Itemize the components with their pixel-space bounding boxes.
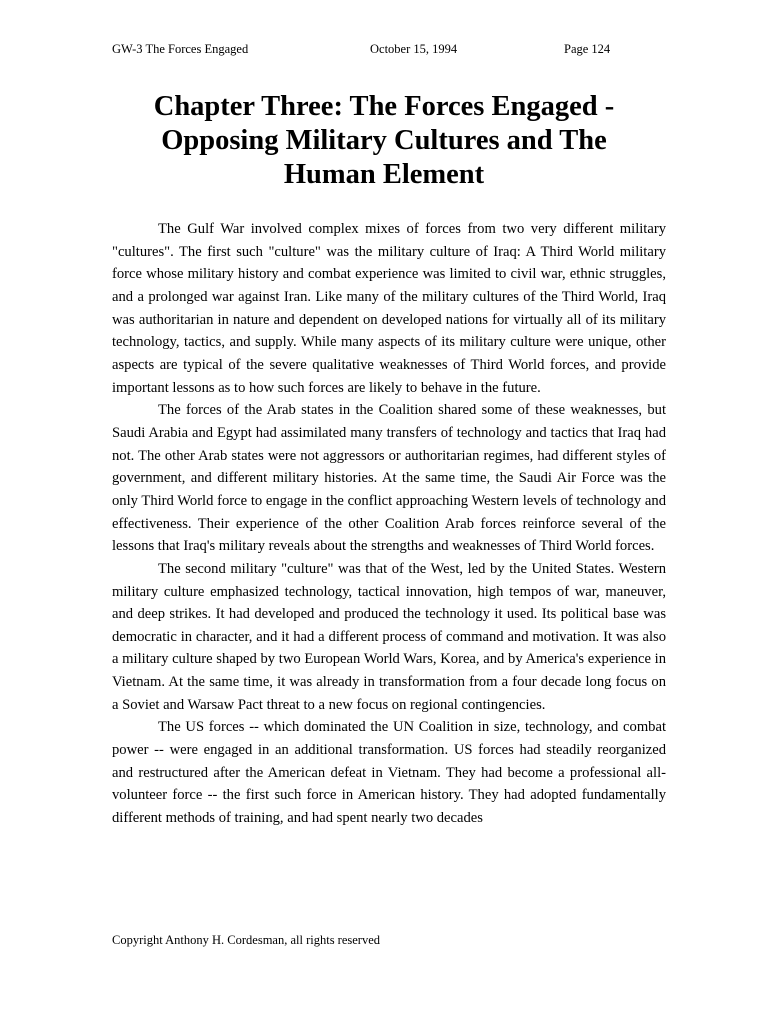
paragraph: The second military "culture" was that of the West, led by the United States. Western military culture emphasized technology, tactical innovation, high tempos of war, maneuver, and deep strikes. It had developed and produced the technology it used. Its political base was democratic in character, and it had a different process of command and motivation. It was also a military culture shaped by two European World Wars, Korea, and by America's experience in Vietnam. At the same time, it was already in transformation from a four decade long focus on a Soviet and Warsaw Pact threat to a new focus on regional contingencies. [112, 560, 666, 713]
header-page-number: Page 124 [564, 42, 611, 56]
paragraph: The forces of the Arab states in the Coalition shared some of these weaknesses, but Saudi Arabia and Egypt had assimilated many transfers of technology and tactics that Iraq had not. The other Arab states were not aggressors or authoritarian regimes, had different styles of government, and different military histories. At the same time, the Saudi Air Force was the only Third World force to engage in the conflict approaching Western levels of technology and effectiveness. Their experience of the other Coalition Arab forces reinforce several of the lessons that Iraq's military reveals about the strengths and weaknesses of Third World forces. [112, 402, 666, 555]
header-date: October 15, 1994 [370, 42, 458, 56]
paragraph: The Gulf War involved complex mixes of forces from two very different military "cultures". The first such "culture" was the military culture of Iraq: A Third World military force whose military history and combat experience was limited to civil war, ethnic struggles, and a prolonged war against Iran. Like many of the military cultures of the Third World, Iraq was authoritarian in nature and dependent on developed nations for virtually all of its military technology, tactics, and supply. While many aspects of its military culture were unique, other aspects are typical of the severe qualitative weaknesses of Third World forces, and provide important lessons as to how such forces are likely to behave in the future. [112, 221, 666, 396]
body-text [112, 218, 666, 830]
chapter-title-line-3: Human Element [283, 159, 485, 190]
copyright-footer: Copyright Anthony H. Cordesman, all rights reserved [112, 933, 381, 947]
header-document-id: GW-3 The Forces Engaged [112, 42, 249, 56]
chapter-title [100, 90, 668, 192]
chapter-title-line-2: Opposing Military Cultures and The [161, 125, 607, 156]
page-header [112, 42, 672, 62]
paragraph: The US forces -- which dominated the UN Coalition in size, technology, and combat power -- were engaged in an additional transformation. US forces had steadily reorganized and restructured after the American defeat in Vietnam. They had become a professional all-volunteer force -- the first such force in American history. They had adopted fundamentally different methods of training, and had spent nearly two decades [112, 719, 666, 827]
chapter-title-line-1: Chapter Three: The Forces Engaged - [153, 91, 615, 122]
